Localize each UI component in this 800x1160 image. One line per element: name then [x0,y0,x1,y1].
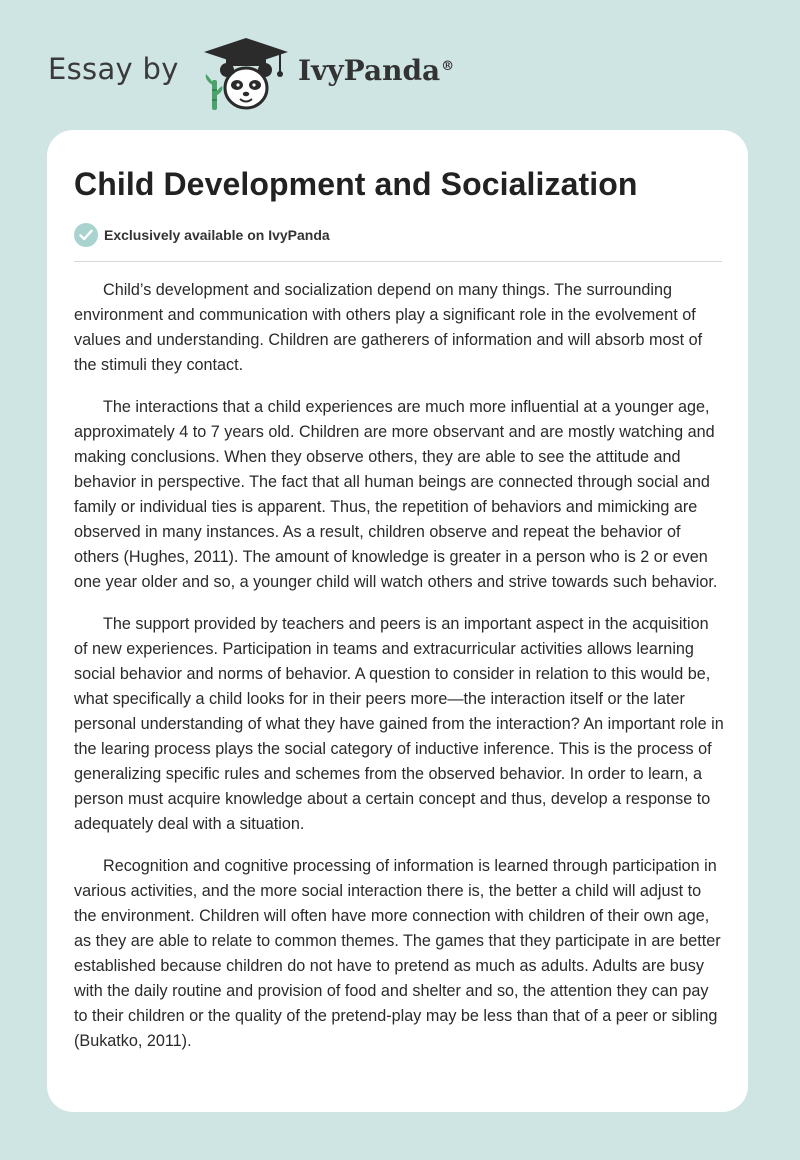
essay-card [47,130,748,1112]
divider [74,261,722,262]
paragraph: The support provided by teachers and peers is an important aspect in the acquisition of new experiences. Participation in teams and extracurricular activities allows learning social behavior and norms of behavior. A question to consider in relation to this would be, what specifically a child looks for in their peers more—the interaction itself or the later personal understanding of what they have gained from the interaction? An important role in the learing process plays the social category of inductive inference. This is the process of generalizing specific rules and schemes from the observed behavior. In order to learn, a person must acquire knowledge about a certain concept and thus, develop a response to adequately deal with a situation. [74,615,724,833]
brand-name[interactable] [298,54,454,87]
essay-by-label: Essay by [48,52,179,86]
essay-body [74,278,724,1071]
brand-text: IvyPanda [298,54,441,87]
exclusive-badge [74,222,330,248]
paragraph: Child’s development and socialization depend on many things. The surrounding environment and communication with others play a significant role in the evolvement of values and understanding. Children are gatherers of information and will absorb most of the stimuli they contact. [74,281,703,374]
paragraph: The interactions that a child experiences are much more influential at a younger age, approximately 4 to 7 years old. Children are more observant and are mostly watching and making conclusions. When they observe others, they are able to see the attitude and behavior in perspective. The fact that all human beings are connected through social and family or individual ties is apparent. Thus, the repetition of behaviors and mimicking are observed in many instances. As a result, children observe and repeat the behavior of others (Hughes, 2011). The amount of knowledge is greater in a person who is 2 or even one year older and so, a younger child will watch others and strive towards such behavior. [74,398,718,591]
registered-mark: ® [441,58,455,74]
page-title: Child Development and Socialization [74,166,638,202]
exclusive-badge-label: Exclusively available on IvyPanda [104,227,330,243]
paragraph: Recognition and cognitive processing of information is learned through participation in various activities, and the more social interaction there is, the better a child will adjust to the environment. Children will often have more connection with children of their own age, as they are able to relate to common themes. The games that they participate in are better established because children do not have to pretend as much as adults. Adults are busy with the daily routine and provision of food and shelter and so, the attention they can pay to their children or the quality of the pretend-play may be less than that of a peer or sibling (Bukatko, 2011). [74,857,721,1050]
panda-graduation-cap-icon[interactable] [200,36,292,114]
check-icon [74,223,98,247]
site-header [48,30,548,114]
